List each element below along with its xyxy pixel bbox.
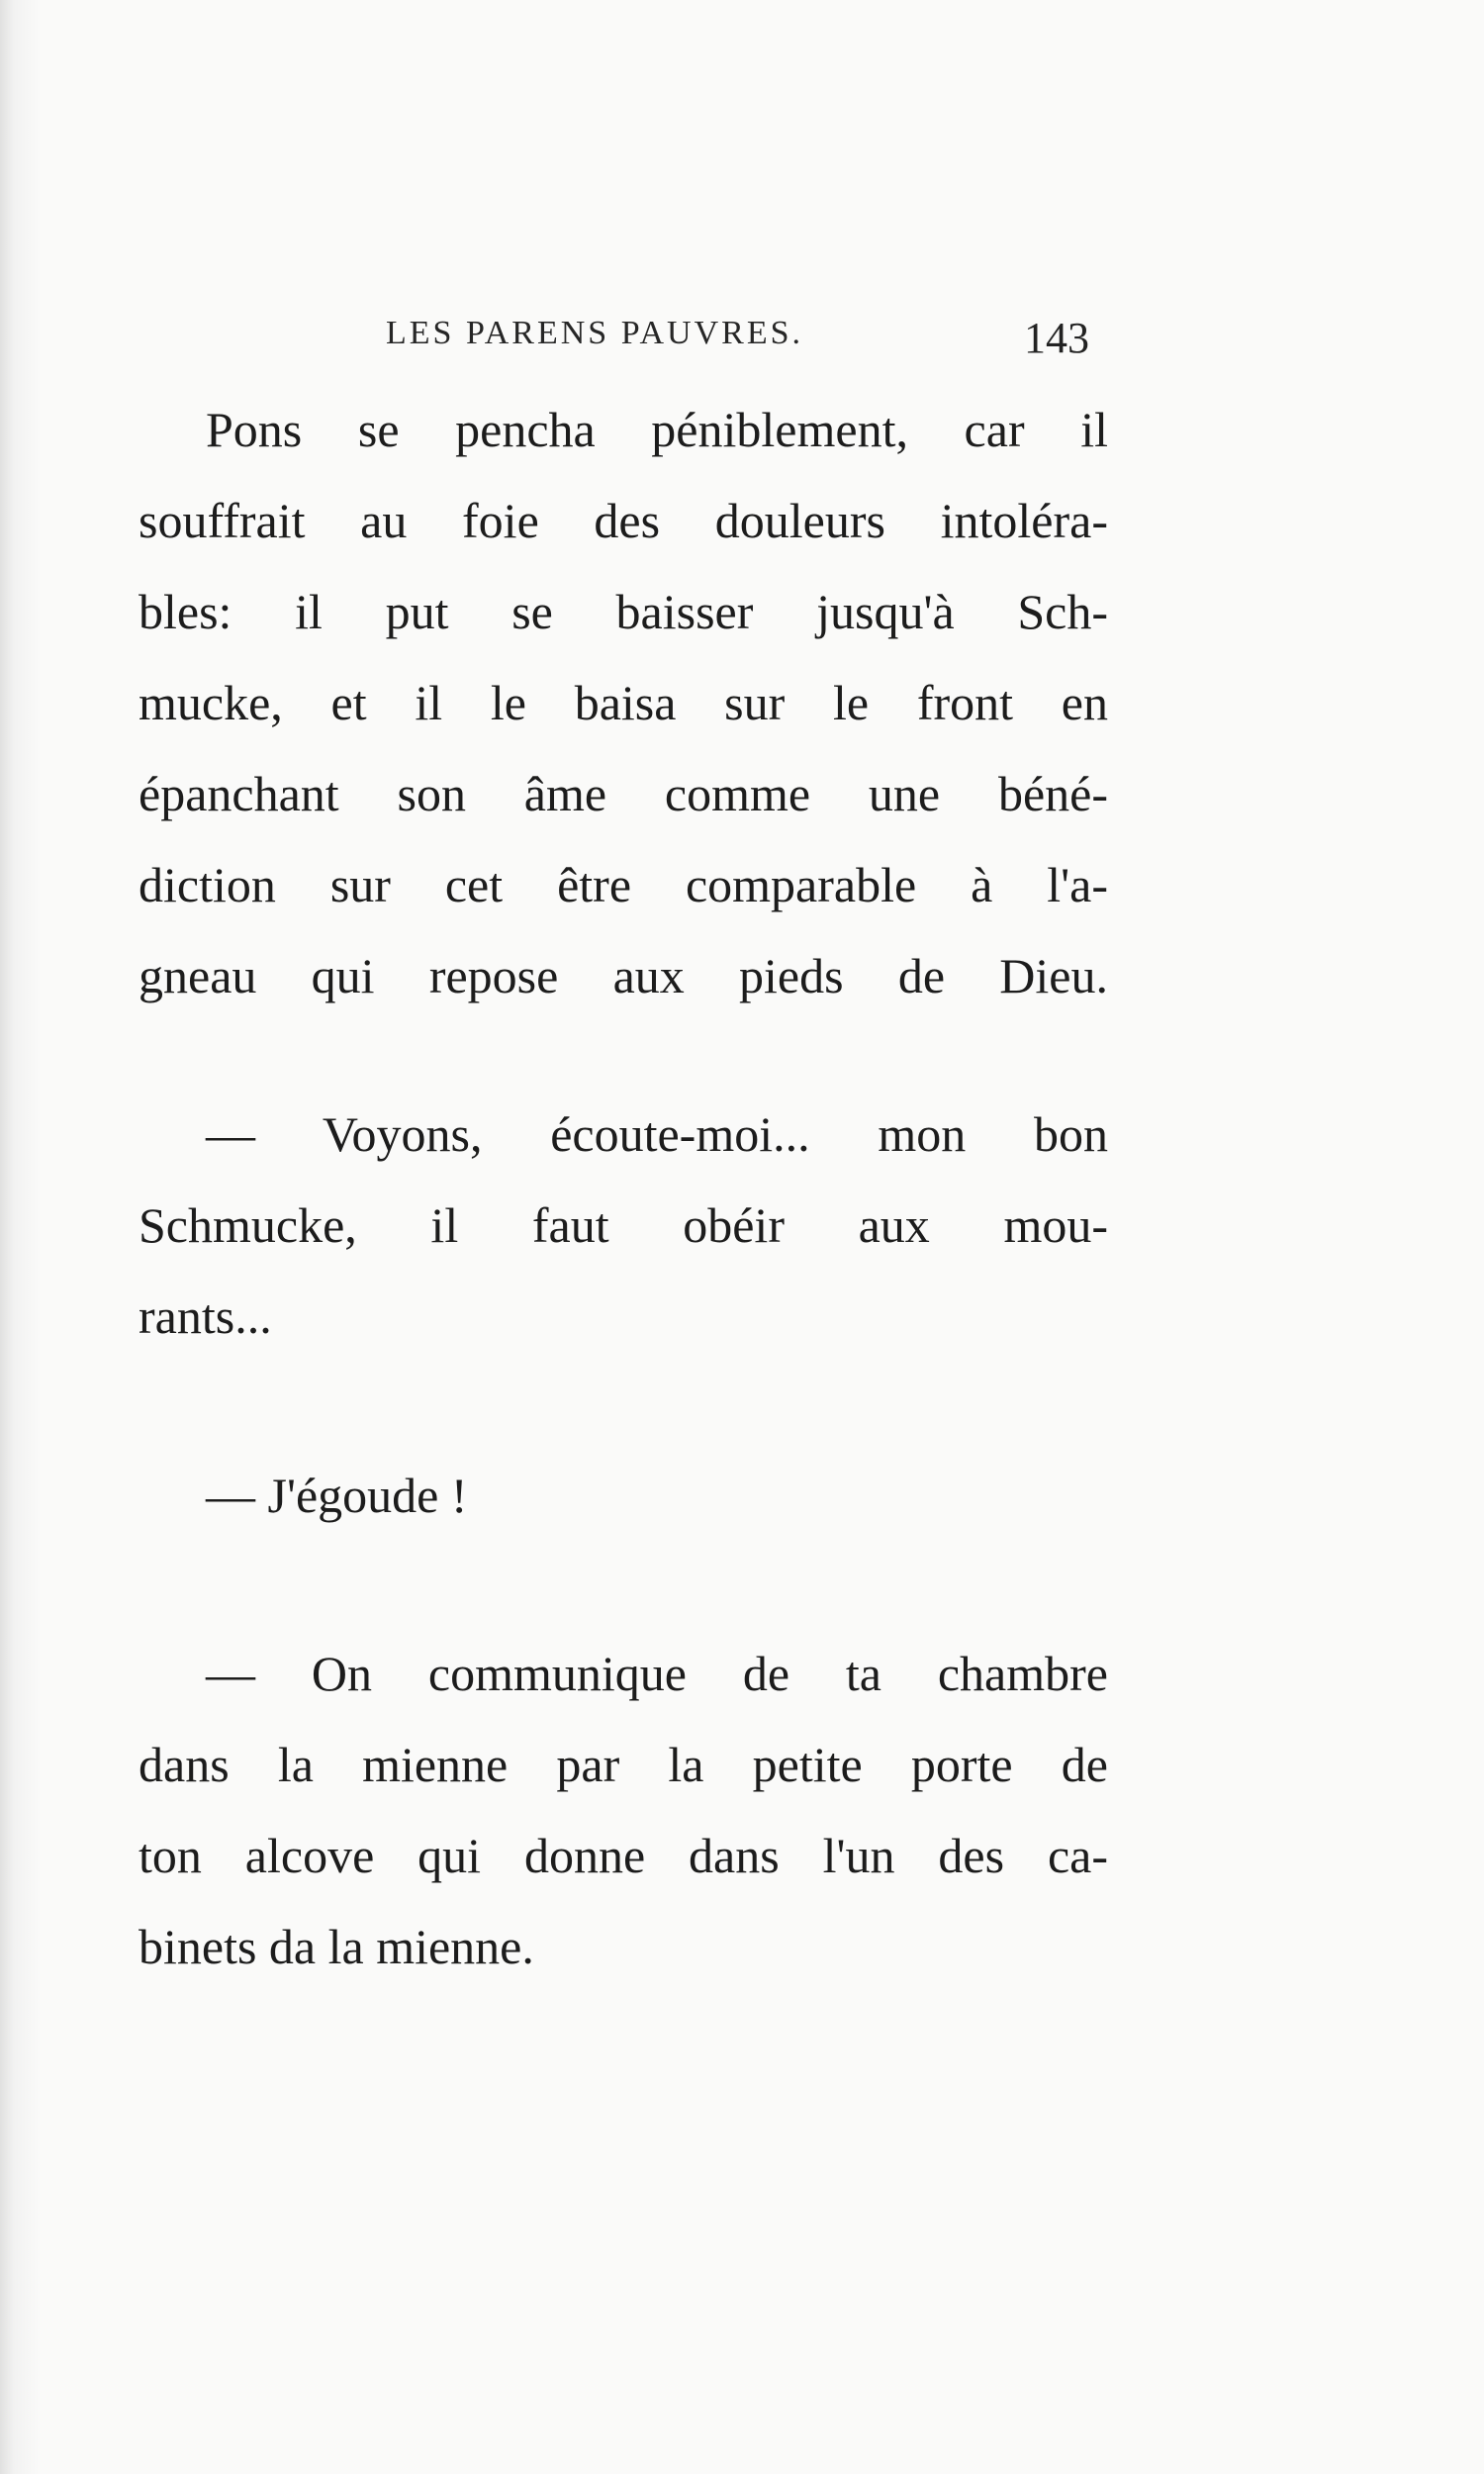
text-line: binets da la mienne.	[139, 1919, 534, 1974]
text-line: — Voyons, écoute-moi... mon bon	[206, 1106, 1108, 1162]
text-line: — On communique de ta chambre	[206, 1646, 1108, 1701]
text-line: diction sur cet être comparable à l'a-	[139, 857, 1108, 912]
text-line: Schmucke, il faut obéir aux mou-	[139, 1197, 1108, 1253]
paragraph-pons-embrace	[139, 384, 1108, 1021]
text-line: bles: il put se baisser jusqu'à Sch-	[139, 584, 1108, 639]
paragraph-communique	[139, 1628, 1108, 1992]
text-line: rants...	[139, 1288, 272, 1344]
text-line: ton alcove qui donne dans l'un des ca-	[139, 1828, 1108, 1883]
paragraph-jegoude	[139, 1450, 1108, 1541]
text-line: — J'égoude !	[206, 1468, 468, 1523]
running-title: LES PARENS PAUVRES.	[386, 315, 804, 351]
text-line: mucke, et il le baisa sur le front en	[139, 675, 1108, 730]
text-line: souffrait au foie des douleurs intoléra-	[139, 493, 1108, 548]
paragraph-voyons	[139, 1089, 1108, 1362]
text-line: dans la mienne par la petite porte de	[139, 1737, 1108, 1792]
text-line: épanchant son âme comme une béné-	[139, 766, 1108, 821]
text-line: Pons se pencha péniblement, car il	[206, 402, 1108, 457]
text-line: gneau qui repose aux pieds de Dieu.	[139, 948, 1108, 1003]
page-number: 143	[1024, 314, 1089, 362]
